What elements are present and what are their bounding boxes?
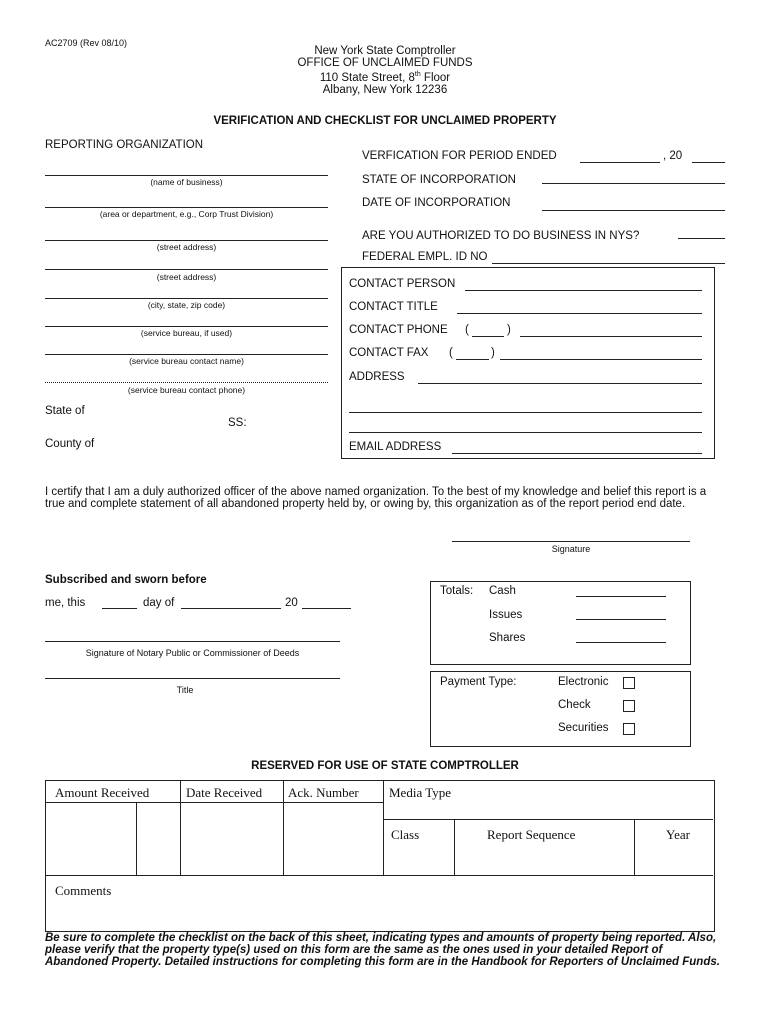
agency-line2: OFFICE OF UNCLAIMED FUNDS xyxy=(297,57,473,69)
sworn-heading: Subscribed and sworn before xyxy=(45,574,207,586)
payment-electronic-label: Electronic xyxy=(558,676,609,688)
contact-fax-label: CONTACT FAX xyxy=(349,347,429,359)
address-line-3[interactable] xyxy=(349,432,702,433)
service-bureau-phone-caption: (service bureau contact phone) xyxy=(127,385,246,395)
service-bureau-contact-caption: (service bureau contact name) xyxy=(129,356,244,366)
phone-paren-open: ( xyxy=(465,324,469,336)
col-divider-1 xyxy=(180,780,181,875)
contact-title-label: CONTACT TITLE xyxy=(349,301,438,313)
amount-subdivider xyxy=(136,802,137,875)
totals-label: Totals: xyxy=(440,585,474,597)
sworn-year-prefix: 20 xyxy=(285,597,298,609)
agency-line1: New York State Comptroller xyxy=(314,45,456,57)
totals-issues-label: Issues xyxy=(489,609,523,621)
authorized-label: ARE YOU AUTHORIZED TO DO BUSINESS IN NYS? xyxy=(362,230,640,242)
reserved-header-divider xyxy=(45,802,383,803)
address-label: ADDRESS xyxy=(349,371,405,383)
footer-note: Be sure to complete the checklist on the back of this sheet, indicating types and amounts of property being reported. Also, please verify that the property type(s) used on this form are the same as the ones used in your detailed Report of Abandoned Property. Detailed instructions for completing this form are in the Handbook for Reporters of Unclaimed Funds. xyxy=(45,932,720,968)
contact-person-line[interactable] xyxy=(465,290,702,291)
state-incorp-label: STATE OF INCORPORATION xyxy=(362,174,516,186)
period-comma-20: , 20 xyxy=(663,150,683,162)
service-bureau-contact-line[interactable] xyxy=(45,354,328,355)
period-year-line[interactable] xyxy=(692,162,725,163)
contact-person-label: CONTACT PERSON xyxy=(349,278,456,290)
fax-area-line[interactable] xyxy=(456,359,489,360)
sequence-divider xyxy=(634,819,635,875)
street-address-caption-1: (street address) xyxy=(156,242,217,252)
totals-cash-label: Cash xyxy=(489,585,516,597)
day-of-label: day of xyxy=(143,597,175,609)
fax-number-line[interactable] xyxy=(500,359,702,360)
fein-label: FEDERAL EMPL. ID NO xyxy=(362,251,488,263)
ack-number-header: Ack. Number xyxy=(288,785,359,800)
totals-shares-line[interactable] xyxy=(576,642,666,643)
email-line[interactable] xyxy=(452,453,702,454)
period-ended-line[interactable] xyxy=(580,162,660,163)
comments-divider xyxy=(45,875,713,876)
totals-issues-line[interactable] xyxy=(576,619,666,620)
contact-box xyxy=(341,267,715,459)
totals-shares-label: Shares xyxy=(489,632,526,644)
form-title: VERIFICATION AND CHECKLIST FOR UNCLAIMED PROPERTY xyxy=(213,115,557,127)
class-header: Class xyxy=(391,827,420,842)
payment-type-label: Payment Type: xyxy=(440,676,517,688)
class-divider xyxy=(454,819,455,875)
city-state-zip-line[interactable] xyxy=(45,298,328,299)
notary-title-caption: Title xyxy=(176,685,194,695)
form-id: AC2709 (Rev 08/10) xyxy=(45,38,128,48)
contact-phone-label: CONTACT PHONE xyxy=(349,324,448,336)
department-line[interactable] xyxy=(45,207,328,208)
street-address-line-2[interactable] xyxy=(45,269,328,270)
payment-check-checkbox[interactable] xyxy=(623,700,635,712)
contact-title-line[interactable] xyxy=(457,313,702,314)
reserved-heading: RESERVED FOR USE OF STATE COMPTROLLER xyxy=(251,760,519,772)
media-type-header: Media Type xyxy=(389,785,452,800)
notary-title-line[interactable] xyxy=(45,678,340,679)
date-incorp-label: DATE OF INCORPORATION xyxy=(362,197,511,209)
phone-number-line[interactable] xyxy=(520,336,702,337)
agency-line3-post: Floor xyxy=(420,71,451,84)
day-number-line[interactable] xyxy=(102,608,137,609)
totals-cash-line[interactable] xyxy=(576,596,666,597)
comments-label: Comments xyxy=(55,883,112,898)
service-bureau-phone-line[interactable] xyxy=(45,382,328,383)
col-divider-3 xyxy=(383,780,384,875)
agency-line3-pre: 110 State Street, 8 xyxy=(319,71,415,84)
month-line[interactable] xyxy=(181,608,281,609)
state-of-label: State of xyxy=(45,405,85,417)
report-sequence-header: Report Sequence xyxy=(487,827,576,842)
fax-paren-close: ) xyxy=(491,347,495,359)
fax-paren-open: ( xyxy=(449,347,453,359)
department-caption: (area or department, e.g., Corp Trust Division) xyxy=(99,209,274,219)
name-of-business-caption: (name of business) xyxy=(150,177,223,187)
fein-line[interactable] xyxy=(492,263,725,264)
media-type-divider xyxy=(383,819,713,820)
name-of-business-line[interactable] xyxy=(45,175,328,176)
email-label: EMAIL ADDRESS xyxy=(349,441,442,453)
payment-securities-label: Securities xyxy=(558,722,609,734)
agency-line3-sup: th xyxy=(414,71,421,78)
date-received-header: Date Received xyxy=(186,785,263,800)
period-ended-label: VERFICATION FOR PERIOD ENDED xyxy=(362,150,557,162)
agency-line3 xyxy=(235,69,535,84)
notary-signature-line[interactable] xyxy=(45,641,340,642)
notary-caption: Signature of Notary Public or Commissioner of Deeds xyxy=(85,648,300,658)
agency-line4: Albany, New York 12236 xyxy=(322,83,448,96)
address-line-1[interactable] xyxy=(418,383,702,384)
phone-area-line[interactable] xyxy=(472,336,504,337)
city-state-zip-caption: (city, state, zip code) xyxy=(147,300,226,310)
payment-securities-checkbox[interactable] xyxy=(623,723,635,735)
amount-received-header: Amount Received xyxy=(55,785,150,800)
ss-label: SS: xyxy=(228,417,247,429)
year-header: Year xyxy=(666,827,690,842)
me-this-label: me, this xyxy=(45,597,86,609)
authorized-line[interactable] xyxy=(678,238,725,239)
county-of-label: County of xyxy=(45,438,95,450)
street-address-caption-2: (street address) xyxy=(156,272,217,282)
certification-text: I certify that I am a duly authorized officer of the above named organization. To the best of my knowledge and belief this report is a true and complete statement of all abandoned property held by, or owing by, this organization as of the report period end date. xyxy=(45,486,707,510)
state-incorp-line[interactable] xyxy=(542,183,725,184)
sworn-year-line[interactable] xyxy=(302,608,351,609)
signature-caption: Signature xyxy=(551,544,591,554)
date-incorp-line[interactable] xyxy=(542,210,725,211)
agency-header xyxy=(235,45,535,96)
phone-paren-close: ) xyxy=(507,324,511,336)
payment-check-label: Check xyxy=(558,699,591,711)
col-divider-2 xyxy=(283,780,284,875)
service-bureau-line[interactable] xyxy=(45,326,328,327)
street-address-line-1[interactable] xyxy=(45,240,328,241)
service-bureau-caption: (service bureau, if used) xyxy=(140,328,233,338)
payment-electronic-checkbox[interactable] xyxy=(623,677,635,689)
address-line-2[interactable] xyxy=(349,412,702,413)
signature-line[interactable] xyxy=(452,541,690,542)
reporting-org-label: REPORTING ORGANIZATION xyxy=(45,139,204,151)
